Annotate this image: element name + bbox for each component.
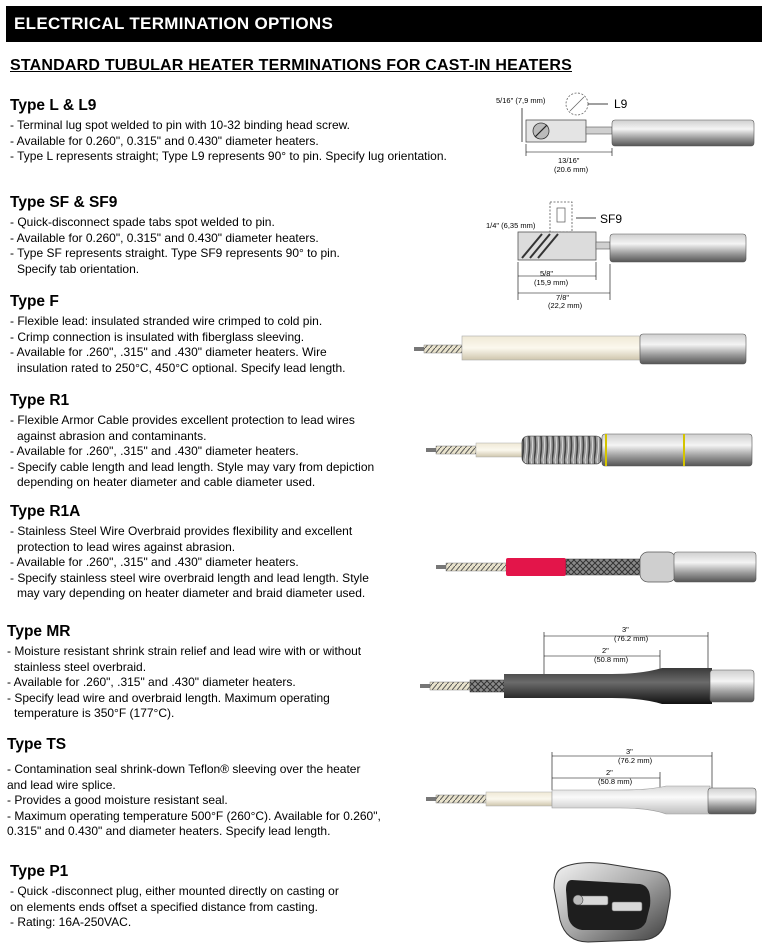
section-line: - Specify lead wire and overbraid length. Maximum operating bbox=[7, 690, 330, 705]
section-type-l bbox=[10, 97, 447, 165]
dimension-label: (76.2 mm) bbox=[618, 756, 653, 765]
dimension-label: (15,9 mm) bbox=[534, 278, 569, 287]
heater-tube bbox=[602, 434, 752, 466]
sleeve bbox=[486, 792, 552, 806]
lead-tip bbox=[426, 797, 436, 801]
section-line: insulation rated to 250°C, 450°C optional. Specify lead length. bbox=[17, 360, 346, 375]
section-line: stainless steel overbraid. bbox=[14, 659, 147, 674]
heater-tube bbox=[610, 234, 746, 262]
lead-wire bbox=[436, 446, 476, 454]
section-line: may vary depending on heater diameter and braid diameter used. bbox=[17, 586, 366, 600]
spade-tab-rotated bbox=[550, 202, 572, 232]
dimension-label: 3" bbox=[626, 747, 633, 756]
section-type-r1a bbox=[10, 503, 410, 602]
section-title: Type F bbox=[10, 293, 59, 310]
type-r1-diagram bbox=[420, 430, 760, 470]
dimension-label: (20.6 mm) bbox=[554, 165, 589, 174]
heater-tube bbox=[674, 552, 756, 582]
dimension-label: (50.8 mm) bbox=[594, 655, 629, 664]
lead-wire bbox=[424, 345, 462, 353]
section-line: on elements ends offset a specified distance from casting. bbox=[10, 899, 318, 914]
dimension-label: 2" bbox=[606, 768, 613, 777]
page-header: ELECTRICAL TERMINATION OPTIONS bbox=[6, 6, 762, 42]
section-line: protection to lead wires against abrasion. bbox=[17, 539, 236, 554]
overbraid bbox=[470, 680, 504, 692]
heater-tube bbox=[710, 670, 754, 702]
dimension-label: 3" bbox=[622, 625, 629, 634]
sleeve bbox=[476, 443, 522, 457]
section-line: - Flexible Armor Cable provides excellent protection to lead wires bbox=[10, 413, 355, 427]
section-type-mr bbox=[7, 623, 407, 722]
section-line: - Available for .260", .315" and .430" diameter heaters. bbox=[10, 444, 299, 458]
lead-tip bbox=[436, 565, 446, 569]
page-subtitle: STANDARD TUBULAR HEATER TERMINATIONS FOR CAST-IN HEATERS bbox=[10, 57, 572, 74]
section-line: 0.315" and 0.430" and diameter heaters. Specify lead length. bbox=[7, 824, 331, 838]
shrink-strain-relief bbox=[504, 668, 712, 704]
section-line: - Available for .260", .315" and .430" diameter heaters. bbox=[7, 675, 296, 689]
type-l9-diagram bbox=[490, 82, 760, 178]
section-line: - Available for 0.260", 0.315" and 0.430" diameter heaters. bbox=[10, 230, 319, 245]
pin bbox=[586, 127, 612, 134]
pin bbox=[596, 242, 610, 249]
type-mr-diagram bbox=[412, 624, 760, 710]
dimension-label: (50.8 mm) bbox=[598, 777, 633, 786]
dimension-label: (22,2 mm) bbox=[548, 301, 583, 310]
heater-tube bbox=[612, 120, 754, 146]
section-line: - Type L represents straight; Type L9 represents 90° to pin. Specify lug orientation. bbox=[10, 149, 447, 163]
section-title: Type L & L9 bbox=[10, 97, 97, 114]
section-line: - Available for 0.260", 0.315" and 0.430" diameter heaters. bbox=[10, 133, 319, 148]
dimension-label: 7/8" bbox=[556, 293, 570, 302]
section-line: - Available for .260", .315" and .430" diameter heaters. bbox=[10, 555, 299, 569]
section-line: - Crimp connection is insulated with fiberglass sleeving. bbox=[10, 329, 305, 344]
section-line: and lead wire splice. bbox=[7, 777, 116, 792]
type-label: SF9 bbox=[600, 212, 623, 226]
dimension-label: 5/8" bbox=[540, 269, 554, 278]
section-type-sf bbox=[10, 194, 410, 277]
lead-tip bbox=[426, 448, 436, 452]
section-line: temperature is 350°F (177°C). bbox=[14, 706, 175, 720]
dimension-label: 5/16" (7,9 mm) bbox=[496, 96, 546, 105]
section-title: Type R1 bbox=[10, 392, 70, 409]
section-title: Type MR bbox=[7, 623, 71, 640]
section-type-p1 bbox=[10, 863, 410, 931]
section-line: Specify tab orientation. bbox=[17, 261, 140, 276]
section-title: Type R1A bbox=[10, 503, 81, 520]
teflon-seal bbox=[552, 786, 710, 814]
type-sf9-diagram bbox=[486, 196, 760, 312]
section-title: Type P1 bbox=[10, 863, 69, 880]
heater-tube bbox=[640, 334, 746, 364]
armor-cable bbox=[522, 436, 602, 464]
section-line: - Maximum operating temperature 500°F (260°C). Available for 0.260", bbox=[7, 808, 381, 823]
wire-overbraid bbox=[566, 559, 642, 575]
section-line: - Stainless Steel Wire Overbraid provides flexibility and excellent bbox=[10, 524, 353, 538]
section-line: - Contamination seal shrink-down Teflon® sleeving over the heater bbox=[7, 762, 361, 776]
section-line: - Quick -disconnect plug, either mounted directly on casting or bbox=[10, 884, 339, 898]
section-title: Type TS bbox=[7, 736, 67, 753]
dimension-label: 2" bbox=[602, 646, 609, 655]
crimp-ferrule bbox=[640, 552, 676, 582]
section-line: - Specify stainless steel wire overbraid length and lead length. Style bbox=[10, 570, 369, 585]
section-line: - Rating: 16A-250VAC. bbox=[10, 915, 132, 929]
section-line: - Type SF represents straight. Type SF9 represents 90° to pin. bbox=[10, 246, 340, 260]
lead-wire bbox=[430, 682, 470, 690]
section-type-r1 bbox=[10, 392, 410, 491]
type-ts-diagram bbox=[420, 746, 760, 826]
section-type-ts bbox=[7, 736, 407, 840]
section-type-f bbox=[10, 293, 410, 376]
fiberglass-sleeve bbox=[462, 336, 640, 360]
plug-pin bbox=[612, 902, 642, 911]
lead-wire bbox=[436, 795, 486, 803]
section-line: - Flexible lead: insulated stranded wire crimped to cold pin. bbox=[10, 314, 323, 328]
type-f-diagram bbox=[410, 330, 760, 370]
lead-wire bbox=[446, 563, 506, 571]
section-title: Type SF & SF9 bbox=[10, 194, 118, 211]
red-sleeve bbox=[506, 558, 566, 576]
lead-tip bbox=[420, 684, 430, 688]
heater-tube bbox=[708, 788, 756, 814]
section-line: - Moisture resistant shrink strain relief and lead wire with or without bbox=[7, 644, 362, 658]
dimension-label: 1/4" (6,35 mm) bbox=[486, 221, 536, 230]
dimension-label: (76.2 mm) bbox=[614, 634, 649, 643]
lead-tip bbox=[414, 347, 424, 351]
section-line: - Specify cable length and lead length. Style may vary from depiction bbox=[10, 459, 375, 474]
section-line: - Terminal lug spot welded to pin with 10-32 binding head screw. bbox=[10, 118, 350, 132]
section-line: - Quick-disconnect spade tabs spot welded to pin. bbox=[10, 215, 275, 229]
section-line: against abrasion and contaminants. bbox=[17, 428, 207, 443]
section-line: - Provides a good moisture resistant seal. bbox=[7, 793, 228, 807]
dimension-label: 13/16" bbox=[558, 156, 580, 165]
type-p1-plug-image bbox=[548, 858, 678, 946]
type-r1a-diagram bbox=[430, 548, 760, 588]
section-line: - Available for .260", .315" and .430" diameter heaters. Wire bbox=[10, 345, 327, 359]
section-line: depending on heater diameter and cable diameter used. bbox=[17, 475, 316, 489]
type-label: L9 bbox=[614, 97, 628, 111]
